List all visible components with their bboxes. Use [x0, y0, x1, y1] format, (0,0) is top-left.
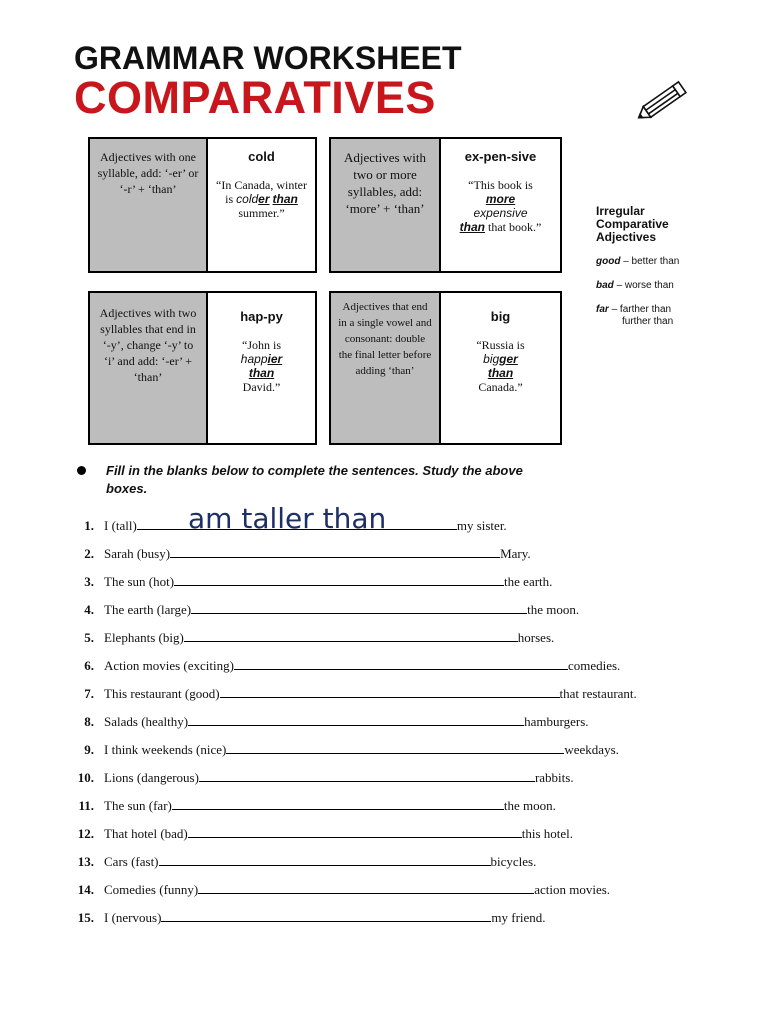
exercise-number: 12. — [77, 826, 94, 841]
example-sentence: “In Canada, winter is colder than summer.” — [216, 178, 307, 220]
worksheet-title: GRAMMAR WORKSHEET — [74, 40, 462, 76]
exercise-number: 4. — [84, 602, 94, 617]
irregular-item-good: good – better than — [596, 256, 680, 267]
exercise-prompt: I (tall) — [104, 518, 137, 533]
example-word: ex-pen-sive — [464, 149, 537, 164]
answer-blank[interactable] — [199, 767, 535, 782]
irregular-item-bad: bad – worse than — [596, 280, 674, 291]
exercise-prompt: Lions (dangerous) — [104, 770, 199, 785]
exercise-prompt: The sun (hot) — [104, 574, 175, 589]
example-sentence: “Russia is bigger than Canada.” — [476, 338, 525, 394]
exercise-ending: comedies. — [567, 658, 621, 673]
rule-text: Adjectives with two or more syllables, add: ‘more’ + ‘than’ — [331, 139, 441, 271]
exercise-item — [70, 907, 546, 927]
rule-text: Adjectives that end in a single vowel and consonant: double the final letter before adding ‘than’ — [331, 293, 441, 443]
answer-blank[interactable] — [172, 795, 504, 810]
exercise-ending: this hotel. — [521, 826, 574, 841]
exercise-item — [70, 767, 574, 787]
exercise-ending: my friend. — [491, 910, 546, 925]
answer-blank[interactable] — [226, 739, 564, 754]
exercise-prompt: I (nervous) — [104, 910, 162, 925]
answer-blank[interactable] — [161, 907, 491, 922]
exercise-item — [70, 543, 531, 563]
exercise-number: 11. — [78, 798, 94, 813]
exercise-item — [70, 571, 552, 591]
answer-blank[interactable] — [188, 711, 524, 726]
answer-blank[interactable] — [188, 823, 522, 838]
answer-blank[interactable] — [170, 543, 500, 558]
exercise-ending: Mary. — [500, 546, 531, 561]
exercise-item — [70, 627, 554, 647]
exercise-ending: rabbits. — [534, 770, 574, 785]
exercise-item — [70, 711, 589, 731]
exercise-item — [70, 879, 610, 899]
irregular-item-far: far – farther than further than — [596, 304, 674, 327]
exercise-prompt: Comedies (funny) — [104, 882, 199, 897]
exercise-item — [70, 515, 507, 535]
answer-blank[interactable] — [137, 515, 457, 530]
exercise-prompt: Elephants (big) — [104, 630, 184, 645]
exercise-item — [70, 655, 620, 675]
exercise-number: 3. — [84, 574, 94, 589]
exercise-ending: action movies. — [534, 882, 611, 897]
example-sentence: “John is happier than David.” — [240, 338, 283, 394]
answer-blank[interactable] — [184, 627, 518, 642]
exercise-number: 7. — [84, 686, 94, 701]
exercise-number: 1. — [84, 518, 94, 533]
example-sentence: “This book is more expensive than that book.” — [459, 178, 542, 234]
sample-answer: am taller than — [188, 502, 387, 535]
exercise-prompt: This restaurant (good) — [104, 686, 220, 701]
exercise-ending: the moon. — [503, 798, 556, 813]
irregular-heading: Irregular Comparative Adjectives — [596, 204, 669, 244]
answer-blank[interactable] — [220, 683, 560, 698]
exercise-prompt: The earth (large) — [104, 602, 192, 617]
exercise-number: 6. — [84, 658, 94, 673]
answer-blank[interactable] — [191, 599, 527, 614]
exercise-item — [70, 599, 579, 619]
answer-blank[interactable] — [198, 879, 534, 894]
exercise-number: 15. — [77, 910, 94, 925]
exercise-item — [70, 823, 573, 843]
example-word: cold — [248, 149, 275, 164]
irregular-adjectives-panel — [596, 205, 756, 328]
pencil-icon — [632, 80, 692, 124]
exercise-number: 13. — [77, 854, 94, 869]
rule-box-one-syllable — [88, 137, 317, 273]
exercise-prompt: Salads (healthy) — [104, 714, 189, 729]
exercise-ending: the moon. — [527, 602, 580, 617]
exercise-ending: weekdays. — [564, 742, 619, 757]
exercise-prompt: Action movies (exciting) — [104, 658, 234, 673]
exercise-number: 9. — [84, 742, 94, 757]
bullet-icon — [77, 466, 86, 475]
answer-blank[interactable] — [234, 655, 568, 670]
exercise-item — [70, 739, 619, 759]
exercise-ending: that restaurant. — [559, 686, 637, 701]
exercise-item — [70, 683, 637, 703]
exercise-number: 2. — [84, 546, 94, 561]
exercise-number: 14. — [77, 882, 94, 897]
rule-text: Adjectives with two syllables that end in ‘-y’, change ‘-y’ to ‘i’ and add: ‘-er’ + ‘than’ — [90, 293, 208, 443]
answer-blank[interactable] — [159, 851, 491, 866]
exercise-number: 5. — [84, 630, 94, 645]
rule-box-ending-y — [88, 291, 317, 445]
exercise-prompt: I think weekends (nice) — [104, 742, 227, 757]
exercise-prompt: Cars (fast) — [104, 854, 159, 869]
exercise-item — [70, 851, 536, 871]
answer-blank[interactable] — [174, 571, 504, 586]
exercise-ending: horses. — [517, 630, 555, 645]
exercise-ending: my sister. — [456, 518, 507, 533]
example-word: big — [490, 309, 511, 324]
rule-text: Adjectives with one syllable, add: ‘-er’ or ‘-r’ + ‘than’ — [90, 139, 208, 271]
exercise-number: 10. — [77, 770, 94, 785]
exercise-ending: bicycles. — [490, 854, 537, 869]
exercise-prompt: The sun (far) — [104, 798, 172, 813]
rule-box-double-consonant — [329, 291, 562, 445]
exercise-number: 8. — [84, 714, 94, 729]
example-word: hap-py — [240, 309, 283, 324]
exercise-item — [70, 795, 556, 815]
instructions: Fill in the blanks below to complete the sentences. Study the above boxes. — [106, 463, 523, 496]
exercise-prompt: Sarah (busy) — [104, 546, 171, 561]
exercise-ending: hamburgers. — [524, 714, 589, 729]
rule-box-two-or-more-syllables — [329, 137, 562, 273]
exercise-prompt: That hotel (bad) — [104, 826, 188, 841]
worksheet-subtitle: COMPARATIVES — [74, 72, 436, 123]
exercise-ending: the earth. — [504, 574, 553, 589]
